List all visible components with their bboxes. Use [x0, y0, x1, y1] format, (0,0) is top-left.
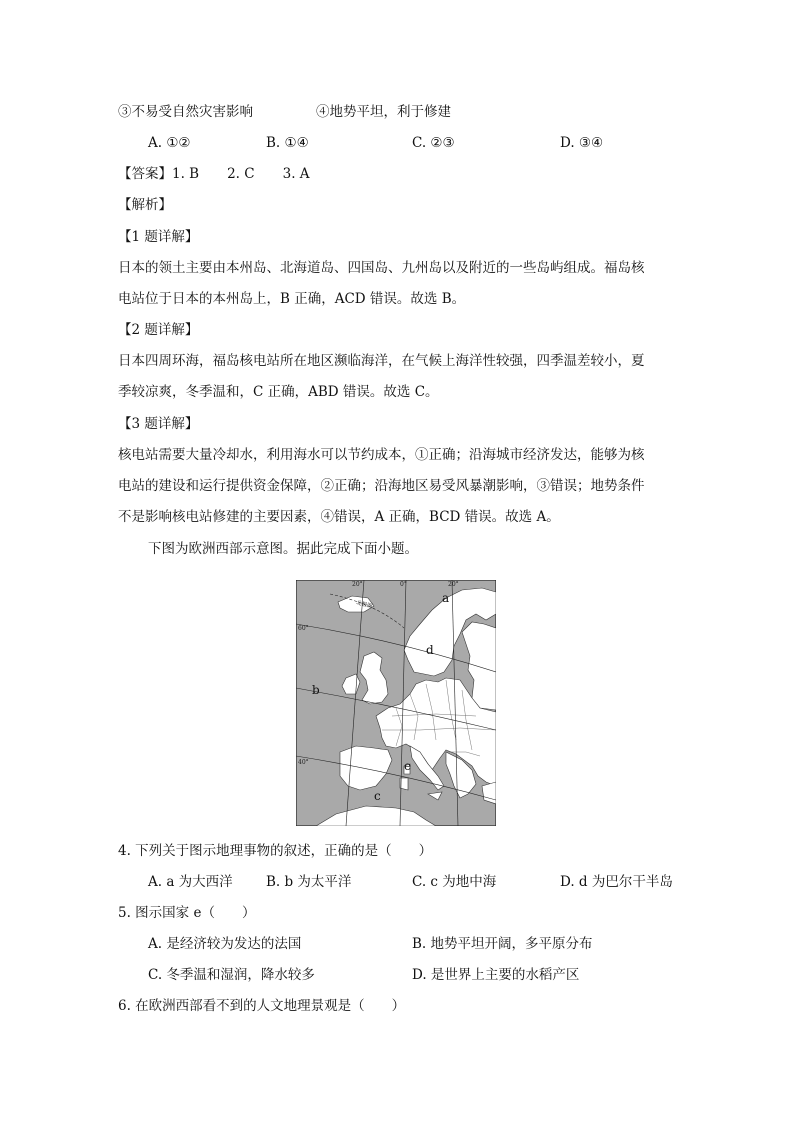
map-letter-c: c [374, 789, 381, 803]
answer-item-3: 3. A [282, 166, 310, 182]
answer-tag: 【答案】 [118, 166, 172, 182]
q4-stem: 4. 下列关于图示地理事物的叙述，正确的是（ ） [118, 843, 433, 859]
q2-heading: 【2 题详解】 [118, 322, 199, 338]
q5-option-c[interactable]: C. 冬季温和湿润，降水较多 [148, 967, 315, 983]
q4-option-d[interactable]: D. d 为巴尔干半岛 [560, 874, 673, 890]
prev-choice-c: C. ②③ [412, 135, 455, 151]
europe-map [296, 580, 496, 826]
q1-heading: 【1 题详解】 [118, 229, 199, 245]
answer-line [118, 165, 310, 183]
q5-option-d[interactable]: D. 是世界上主要的水稻产区 [412, 967, 580, 983]
prev-option-3: ③不易受自然灾害影响 [118, 104, 253, 120]
q3-explanation [118, 440, 678, 533]
analysis-heading: 【解析】 [118, 197, 172, 213]
q3-heading: 【3 题详解】 [118, 416, 199, 432]
q1-line-2: 电站位于日本的本州岛上，B 正确，ACD 错误。故选 B。 [118, 291, 466, 307]
answer-item-2: 2. C [227, 166, 255, 182]
q3-line-3: 不是影响核电站修建的主要因素，④错误，A 正确，BCD 错误。故选 A。 [118, 509, 560, 525]
q4-option-b[interactable]: B. b 为太平洋 [266, 874, 352, 890]
q3-line-2: 电站的建设和运行提供资金保障，②正确；沿海地区易受风暴潮影响，③错误；地势条件 [118, 478, 645, 494]
q5-option-a[interactable]: A. 是经济较为发达的法国 [148, 936, 302, 952]
prev-choice-a: A. ①② [148, 135, 191, 151]
prev-choice-b: B. ①④ [266, 135, 309, 151]
q1-explanation [118, 253, 678, 315]
lon-label-e20: 20° [448, 581, 459, 588]
q2-line-2: 季较凉爽，冬季温和，C 正确，ABD 错误。故选 C。 [118, 384, 439, 400]
q2-line-1: 日本四周环海，福岛核电站所在地区濒临海洋，在气候上海洋性较强，四季温差较小，夏 [118, 353, 645, 369]
map-letter-d: d [426, 643, 434, 657]
prev-choice-d: D. ③④ [560, 135, 604, 151]
q4-option-a[interactable]: A. a 为大西洋 [148, 874, 233, 890]
lon-label-0: 0° [400, 581, 407, 588]
lat-label-40: 40° [298, 759, 309, 766]
map-letter-b: b [312, 683, 320, 697]
q5-stem: 5. 图示国家 e（ ） [118, 905, 256, 921]
q3-line-1: 核电站需要大量冷却水，利用海水可以节约成本，①正确；沿海城市经济发达，能够为核 [118, 447, 645, 463]
lon-label-w20: 20° [352, 581, 363, 588]
map-letter-e: e [404, 759, 412, 773]
map-intro: 下图为欧洲西部示意图。据此完成下面小题。 [148, 541, 418, 557]
q5-option-b[interactable]: B. 地势平坦开阔，多平原分布 [412, 936, 593, 952]
q4-option-c[interactable]: C. c 为地中海 [412, 874, 497, 890]
prev-option-4: ④地势平坦，利于修建 [316, 104, 451, 120]
q1-line-1: 日本的领土主要由本州岛、北海道岛、四国岛、九州岛以及附近的一些岛屿组成。福岛核 [118, 260, 645, 276]
lat-label-60: 60° [298, 625, 309, 632]
q2-explanation [118, 346, 678, 408]
answer-item-1: 1. B [172, 166, 200, 182]
map-letter-a: a [442, 591, 450, 605]
q6-stem: 6. 在欧洲西部看不到的人文地理景观是（ ） [118, 998, 406, 1014]
arctic-circle-label: 北极圈 [355, 600, 373, 610]
